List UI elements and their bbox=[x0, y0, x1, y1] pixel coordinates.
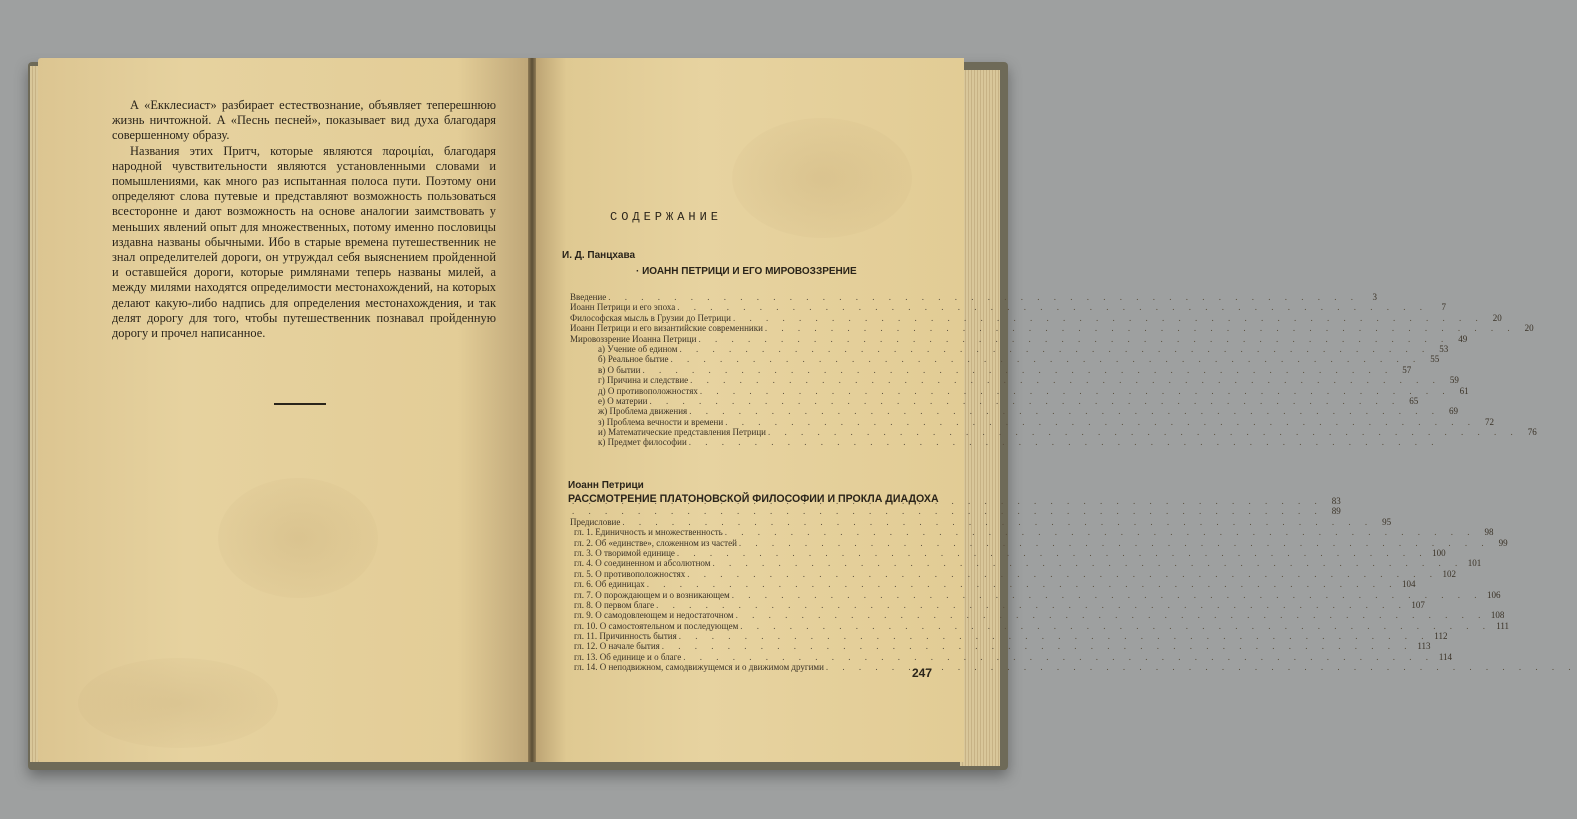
toc-entry-label: Иоанн Петрици и его эпоха bbox=[570, 302, 676, 313]
toc-entry-label: гл. 8. О первом благе bbox=[574, 599, 655, 610]
toc-entry bbox=[570, 527, 1494, 538]
toc-entry-page: 100 bbox=[1432, 547, 1446, 558]
toc-entry bbox=[570, 579, 1416, 590]
toc-entry-label: ж) Проблема движения bbox=[598, 406, 688, 417]
toc-entry-page: 112 bbox=[1434, 631, 1448, 642]
toc-entry-page: 113 bbox=[1417, 641, 1431, 652]
toc-leader-dots bbox=[687, 569, 1438, 579]
toc-section1 bbox=[570, 292, 1537, 448]
toc-leader-dots bbox=[768, 427, 1519, 437]
toc-entry-label: гл. 1. Единичность и множественность bbox=[574, 527, 723, 538]
toc-entry bbox=[570, 312, 1502, 323]
toc-entry bbox=[570, 496, 1341, 506]
toc-entry-label: д) О противоположностях bbox=[598, 385, 698, 396]
toc-leader-dots bbox=[690, 375, 1441, 385]
toc-entry-label: гл. 2. Об «единстве», сложенном из частей bbox=[574, 537, 737, 548]
toc-entry bbox=[570, 662, 926, 672]
toc-leader-dots bbox=[647, 579, 1398, 589]
toc-leader-dots bbox=[677, 548, 1428, 558]
toc-entry bbox=[570, 416, 1494, 427]
toc-entry bbox=[570, 599, 1425, 610]
toc-entry bbox=[570, 395, 1419, 406]
toc-entry-label: гл. 7. О порождающем и о возникающем bbox=[574, 589, 730, 600]
toc-entry bbox=[570, 292, 1378, 302]
toc-entry-page: 111 bbox=[1496, 620, 1510, 631]
toc-entry bbox=[570, 641, 1431, 652]
toc-leader-dots bbox=[572, 496, 1323, 506]
toc-leader-dots bbox=[642, 365, 1393, 375]
toc-leader-dots bbox=[826, 662, 1577, 672]
toc-entry-page: 55 bbox=[1430, 354, 1440, 365]
toc-entry bbox=[570, 302, 1446, 313]
paragraph: А «Екклесиаст» разбирает естествознание, объявляет теперешнюю жизнь ничтожной. А «Песнь песней», показывает вид духа благодаря совершенному образу. bbox=[112, 98, 496, 143]
toc-entry-label: и) Математические представления Петрици bbox=[598, 427, 767, 438]
toc-entry-label: Философская мысль в Грузии до Петрици bbox=[570, 312, 731, 323]
paragraph: Названия этих Притч, которые являются παροιμίαι, благодаря народной чувствительности являются установленными словами и помышлениями, как много раз испытанная полоса пути. Поэтому они определяют слова путевые и представляют возможность пользоваться всесторонне и дают возможность на основе аналогии заимствовать у меньших явлений опыт для множественных, потому именно пословицы издавна названы обычными. Ибо в старые времена путешественник не знал определителей дороги, он утруждал себя выяснением пройденной и оставшейся дороги, которые римлянами теперь названы милей, а между милями находятся определимости местонахождений, на которых делают какую-либо надпись для определения местонахождения, и так делят дорогу для того, чтобы путешественник познавал пройденную дорогу и прочел написанное. bbox=[112, 143, 496, 341]
toc-entry bbox=[570, 343, 1449, 354]
toc-entry-page: 65 bbox=[1409, 395, 1419, 406]
toc-entry bbox=[570, 558, 1482, 569]
toc-entry bbox=[570, 537, 1508, 548]
toc-entry-label: гл. 9. О самодовлеющем и недостаточном bbox=[574, 610, 734, 621]
toc-leader-dots bbox=[765, 323, 1516, 333]
toc-entry bbox=[570, 620, 1510, 631]
toc-leader-dots bbox=[671, 354, 1422, 364]
toc-leader-dots bbox=[677, 302, 1428, 312]
toc-leader-dots bbox=[689, 406, 1440, 416]
toc-entry-label: Мировоззрение Иоанна Петрици bbox=[570, 333, 697, 344]
toc-leader-dots bbox=[732, 590, 1483, 600]
toc-entry-label: гл. 13. Об единице и о благе bbox=[574, 651, 682, 662]
toc-entry-label: гл. 6. Об единицах bbox=[574, 579, 645, 590]
toc-entry-page: 72 bbox=[1484, 416, 1494, 427]
toc-entry-page: 53 bbox=[1439, 343, 1449, 354]
toc-leader-dots bbox=[656, 600, 1407, 610]
toc-leader-dots bbox=[649, 396, 1400, 406]
toc-entry-label: гл. 10. О самостоятельном и последующем bbox=[574, 620, 739, 631]
section2-heading: РАССМОТРЕНИЕ ПЛАТОНОВСКОЙ ФИЛОСОФИИ И ПРОКЛА ДИАДОХА bbox=[568, 493, 939, 505]
toc-entry-page: 69 bbox=[1448, 406, 1458, 417]
toc-entry-page: 98 bbox=[1484, 527, 1494, 538]
toc-entry bbox=[570, 427, 1537, 438]
toc-entry-page: 3 bbox=[1372, 292, 1378, 302]
toc-entry-label: в) О бытии bbox=[598, 364, 641, 375]
toc-leader-dots bbox=[740, 621, 1491, 631]
toc-entry-page: 83 bbox=[1331, 496, 1341, 506]
toc-leader-dots bbox=[725, 417, 1476, 427]
toc-entry bbox=[570, 385, 1469, 396]
toc-entry-page: 114 bbox=[1438, 651, 1452, 662]
section1-author: И. Д. Панцхава bbox=[562, 250, 636, 261]
toc-leader-dots bbox=[733, 313, 1484, 323]
toc-entry-page: 106 bbox=[1486, 589, 1501, 600]
toc-entry-page: 99 bbox=[1498, 537, 1508, 548]
toc-leader-dots bbox=[662, 641, 1413, 651]
toc-entry-page: 49 bbox=[1458, 333, 1468, 344]
toc-entry bbox=[570, 333, 1468, 344]
toc-entry bbox=[570, 589, 1501, 600]
toc-entry bbox=[570, 406, 1458, 417]
toc-entry-page: 20 bbox=[1524, 323, 1534, 334]
toc-entry-page: 61 bbox=[1459, 385, 1469, 396]
toc-leader-dots bbox=[679, 631, 1430, 641]
toc-entry-page: 7 bbox=[1441, 302, 1446, 313]
toc-entry-page: 20 bbox=[1492, 312, 1502, 323]
toc-entry-page: 104 bbox=[1402, 579, 1416, 590]
toc-leader-dots bbox=[608, 292, 1359, 302]
toc-entry-page: 95 bbox=[1382, 516, 1392, 527]
toc-leader-dots bbox=[739, 538, 1490, 548]
toc-entry-page: 102 bbox=[1442, 568, 1457, 579]
toc-leader-dots bbox=[572, 506, 1323, 516]
toc-leader-dots bbox=[622, 517, 1373, 527]
end-rule bbox=[274, 403, 326, 405]
toc-entry-page: 76 bbox=[1527, 427, 1537, 438]
toc-entry-label: а) Учение об едином bbox=[598, 343, 678, 354]
toc-entry-page: 57 bbox=[1402, 364, 1412, 375]
toc-entry-label: Введение bbox=[570, 292, 607, 302]
toc-leader-dots bbox=[689, 437, 1440, 447]
toc-entry-page: 59 bbox=[1449, 375, 1459, 386]
toc-entry-label: гл. 3. О творимой единице bbox=[574, 547, 675, 558]
toc-leader-dots bbox=[736, 610, 1487, 620]
toc-entry bbox=[570, 547, 1446, 558]
contents-title: СОДЕРЖАНИЕ bbox=[610, 210, 723, 224]
toc-entry bbox=[570, 506, 1341, 517]
toc-entry bbox=[570, 375, 1459, 386]
toc-entry bbox=[570, 610, 1505, 621]
book-gutter bbox=[528, 58, 536, 762]
toc-leader-dots bbox=[712, 558, 1463, 568]
section2-author: Иоанн Петрици bbox=[568, 480, 644, 491]
toc-entry-label: к) Предмет философии bbox=[598, 437, 687, 448]
toc-entry bbox=[570, 323, 1534, 334]
toc-entry bbox=[570, 437, 924, 447]
section1-heading: · ИОАНН ПЕТРИЦИ И ЕГО МИРОВОЗЗРЕНИЕ bbox=[636, 266, 857, 277]
toc-entry-page: 108 bbox=[1490, 610, 1505, 621]
toc-leader-dots bbox=[683, 652, 1434, 662]
toc-leader-dots bbox=[725, 527, 1476, 537]
toc-entry-label: гл. 12. О начале бытия bbox=[574, 641, 660, 652]
toc-entry bbox=[570, 631, 1448, 642]
left-page-text bbox=[112, 98, 496, 341]
page-number: 247 bbox=[912, 666, 933, 680]
toc-entry-label: г) Причина и следствие bbox=[598, 375, 689, 386]
toc-entry bbox=[570, 516, 1392, 527]
toc-entry-label: гл. 14. О неподвижном, самодвижущемся и о движимом другими bbox=[574, 662, 824, 673]
toc-entry-page: 101 bbox=[1467, 558, 1482, 569]
toc-entry bbox=[570, 364, 1412, 375]
toc-entry-label: б) Реальное бытие bbox=[598, 354, 669, 365]
toc-entry bbox=[570, 651, 1452, 662]
toc-entry-label: гл. 4. О соединенном и абсолютном bbox=[574, 558, 711, 569]
toc-entry-label: Иоанн Петрици и его византийские современники bbox=[570, 323, 763, 334]
toc-leader-dots bbox=[698, 334, 1449, 344]
toc-entry-page: 89 bbox=[1331, 506, 1341, 517]
toc-entry bbox=[570, 568, 1457, 579]
toc-leader-dots bbox=[700, 386, 1451, 396]
toc-entry-label: гл. 5. О противоположностях bbox=[574, 568, 686, 579]
toc-leader-dots bbox=[679, 344, 1430, 354]
toc-entry-label: з) Проблема вечности и времени bbox=[598, 416, 724, 427]
toc-entry bbox=[570, 354, 1440, 365]
toc-entry-page: 107 bbox=[1411, 599, 1425, 610]
toc-entry-label: Предисловие bbox=[570, 516, 621, 527]
toc-entry-label: е) О материи bbox=[598, 395, 648, 406]
toc-entry-label: гл. 11. Причинность бытия bbox=[574, 631, 677, 642]
